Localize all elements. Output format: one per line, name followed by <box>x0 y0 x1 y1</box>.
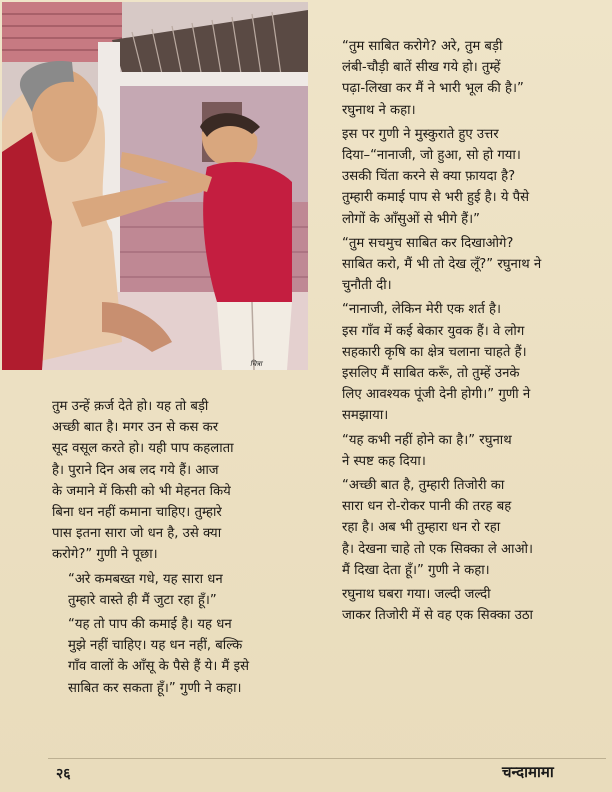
text-line: सारा धन रो-रोकर पानी की तरह बह <box>342 499 512 515</box>
magazine-name: चन्दामामा <box>502 763 554 781</box>
paragraph <box>326 36 602 121</box>
text-line: रघुनाथ ने कहा। <box>342 102 416 118</box>
text-line: समझाया। <box>342 408 389 424</box>
text-line: मैं दिखा देता हूँ।” गुणी ने कहा। <box>342 562 490 578</box>
text-line: “यह तो पाप की कमाई है। यह धन <box>68 617 232 633</box>
text-line: पढ़ा-लिखा कर मैं ने भारी भूल की है।” <box>342 81 524 97</box>
text-line: “अच्छी बात है, तुम्हारी तिजोरी का <box>342 478 505 494</box>
text-line: इस गाँव में कई बेकार युवक हैं। वे लोग <box>342 323 525 339</box>
text-line: है। देखना चाहे तो एक सिक्का ले आओ। <box>342 541 533 557</box>
text-line: इस पर गुणी ने मुस्कुराते हुए उत्तर <box>342 126 499 142</box>
paragraph <box>326 584 602 626</box>
artist-signature: चित्रा <box>250 360 262 368</box>
text-line: है। पुराने दिन अब लद गये हैं। आज <box>52 462 219 478</box>
text-line: उसकी चिंता करने से क्या फ़ायदा है? <box>342 169 516 185</box>
text-line: इसलिए मैं साबित करूँ, तो तुम्हें उनके <box>342 366 520 382</box>
text-line: मुझे नहीं चाहिए। यह धन नहीं, बल्कि <box>68 638 243 654</box>
paragraph <box>326 475 602 581</box>
text-line: पास इतना सारा जो धन है, उसे क्या <box>52 526 222 542</box>
text-line: जाकर तिजोरी में से वह एक सिक्का उठा <box>342 608 533 624</box>
text-line: गाँव वालों के आँसू के पैसे हैं ये। मैं इसे <box>68 659 249 675</box>
paragraph <box>52 614 314 699</box>
text-line: अच्छी बात है। मगर उन से कस कर <box>52 420 219 436</box>
text-line: ने स्पष्ट कह दिया। <box>342 453 426 469</box>
page-number: २६ <box>56 766 71 782</box>
paragraph <box>52 569 314 611</box>
text-line: “यह कभी नहीं होने का है।” रघुनाथ <box>342 432 512 448</box>
right-column <box>326 36 602 629</box>
paragraph <box>326 430 602 472</box>
story-illustration <box>2 2 308 370</box>
text-line: सहकारी कृषि का क्षेत्र चलाना चाहते हैं। <box>342 344 527 360</box>
text-line: के जमाने में किसी को भी मेहनत किये <box>52 483 231 499</box>
text-line: तुम्हारी कमाई पाप से भरी हुई है। ये पैसे <box>342 190 530 206</box>
text-line: बिना धन नहीं कमाना चाहिए। तुम्हारे <box>52 505 222 521</box>
illustration-icon <box>2 2 308 370</box>
text-line: लंबी-चौड़ी बातें सीख गये हो। तुम्हें <box>342 60 501 76</box>
text-line: साबित कर सकता हूँ।” गुणी ने कहा। <box>68 680 242 696</box>
text-line: तुम्हारे वास्ते ही मैं जुटा रहा हूँ।” <box>68 592 217 608</box>
paragraph <box>326 124 602 230</box>
text-line: सूद वसूल करते हो। यही पाप कहलाता <box>52 441 234 457</box>
text-line: लोगों के आँसुओं से भीगे हैं।” <box>342 211 481 227</box>
text-line: “नानाजी, लेकिन मेरी एक शर्त है। <box>342 302 502 318</box>
text-line: रहा है। अब भी तुम्हारा धन रो रहा <box>342 520 501 536</box>
text-line: चुनौती दी। <box>342 278 392 294</box>
text-line: “तुम साबित करोगे? अरे, तुम बड़ी <box>342 39 503 54</box>
left-column <box>52 396 314 702</box>
text-line: “तुम सचमुच साबित कर दिखाओगे? <box>342 235 514 251</box>
text-line: तुम उन्हें क़र्ज देते हो। यह तो बड़ी <box>52 399 209 414</box>
text-line: दिया–“नानाजी, जो हुआ, सो हो गया। <box>342 148 521 164</box>
text-line: करोगे?” गुणी ने पूछा। <box>52 547 158 563</box>
paragraph <box>326 299 602 426</box>
footer-divider <box>48 758 606 759</box>
text-line: रघुनाथ घबरा गया। जल्दी जल्दी <box>342 587 491 603</box>
paragraph <box>52 396 314 566</box>
text-line: “अरे कमबख्त गधे, यह सारा धन <box>68 571 223 587</box>
text-line: साबित करो, मैं भी तो देख लूँ?” रघुनाथ ने <box>342 257 542 273</box>
text-line: लिए आवश्यक पूंजी देनी होगी।” गुणी ने <box>342 387 531 403</box>
paragraph <box>326 233 602 297</box>
